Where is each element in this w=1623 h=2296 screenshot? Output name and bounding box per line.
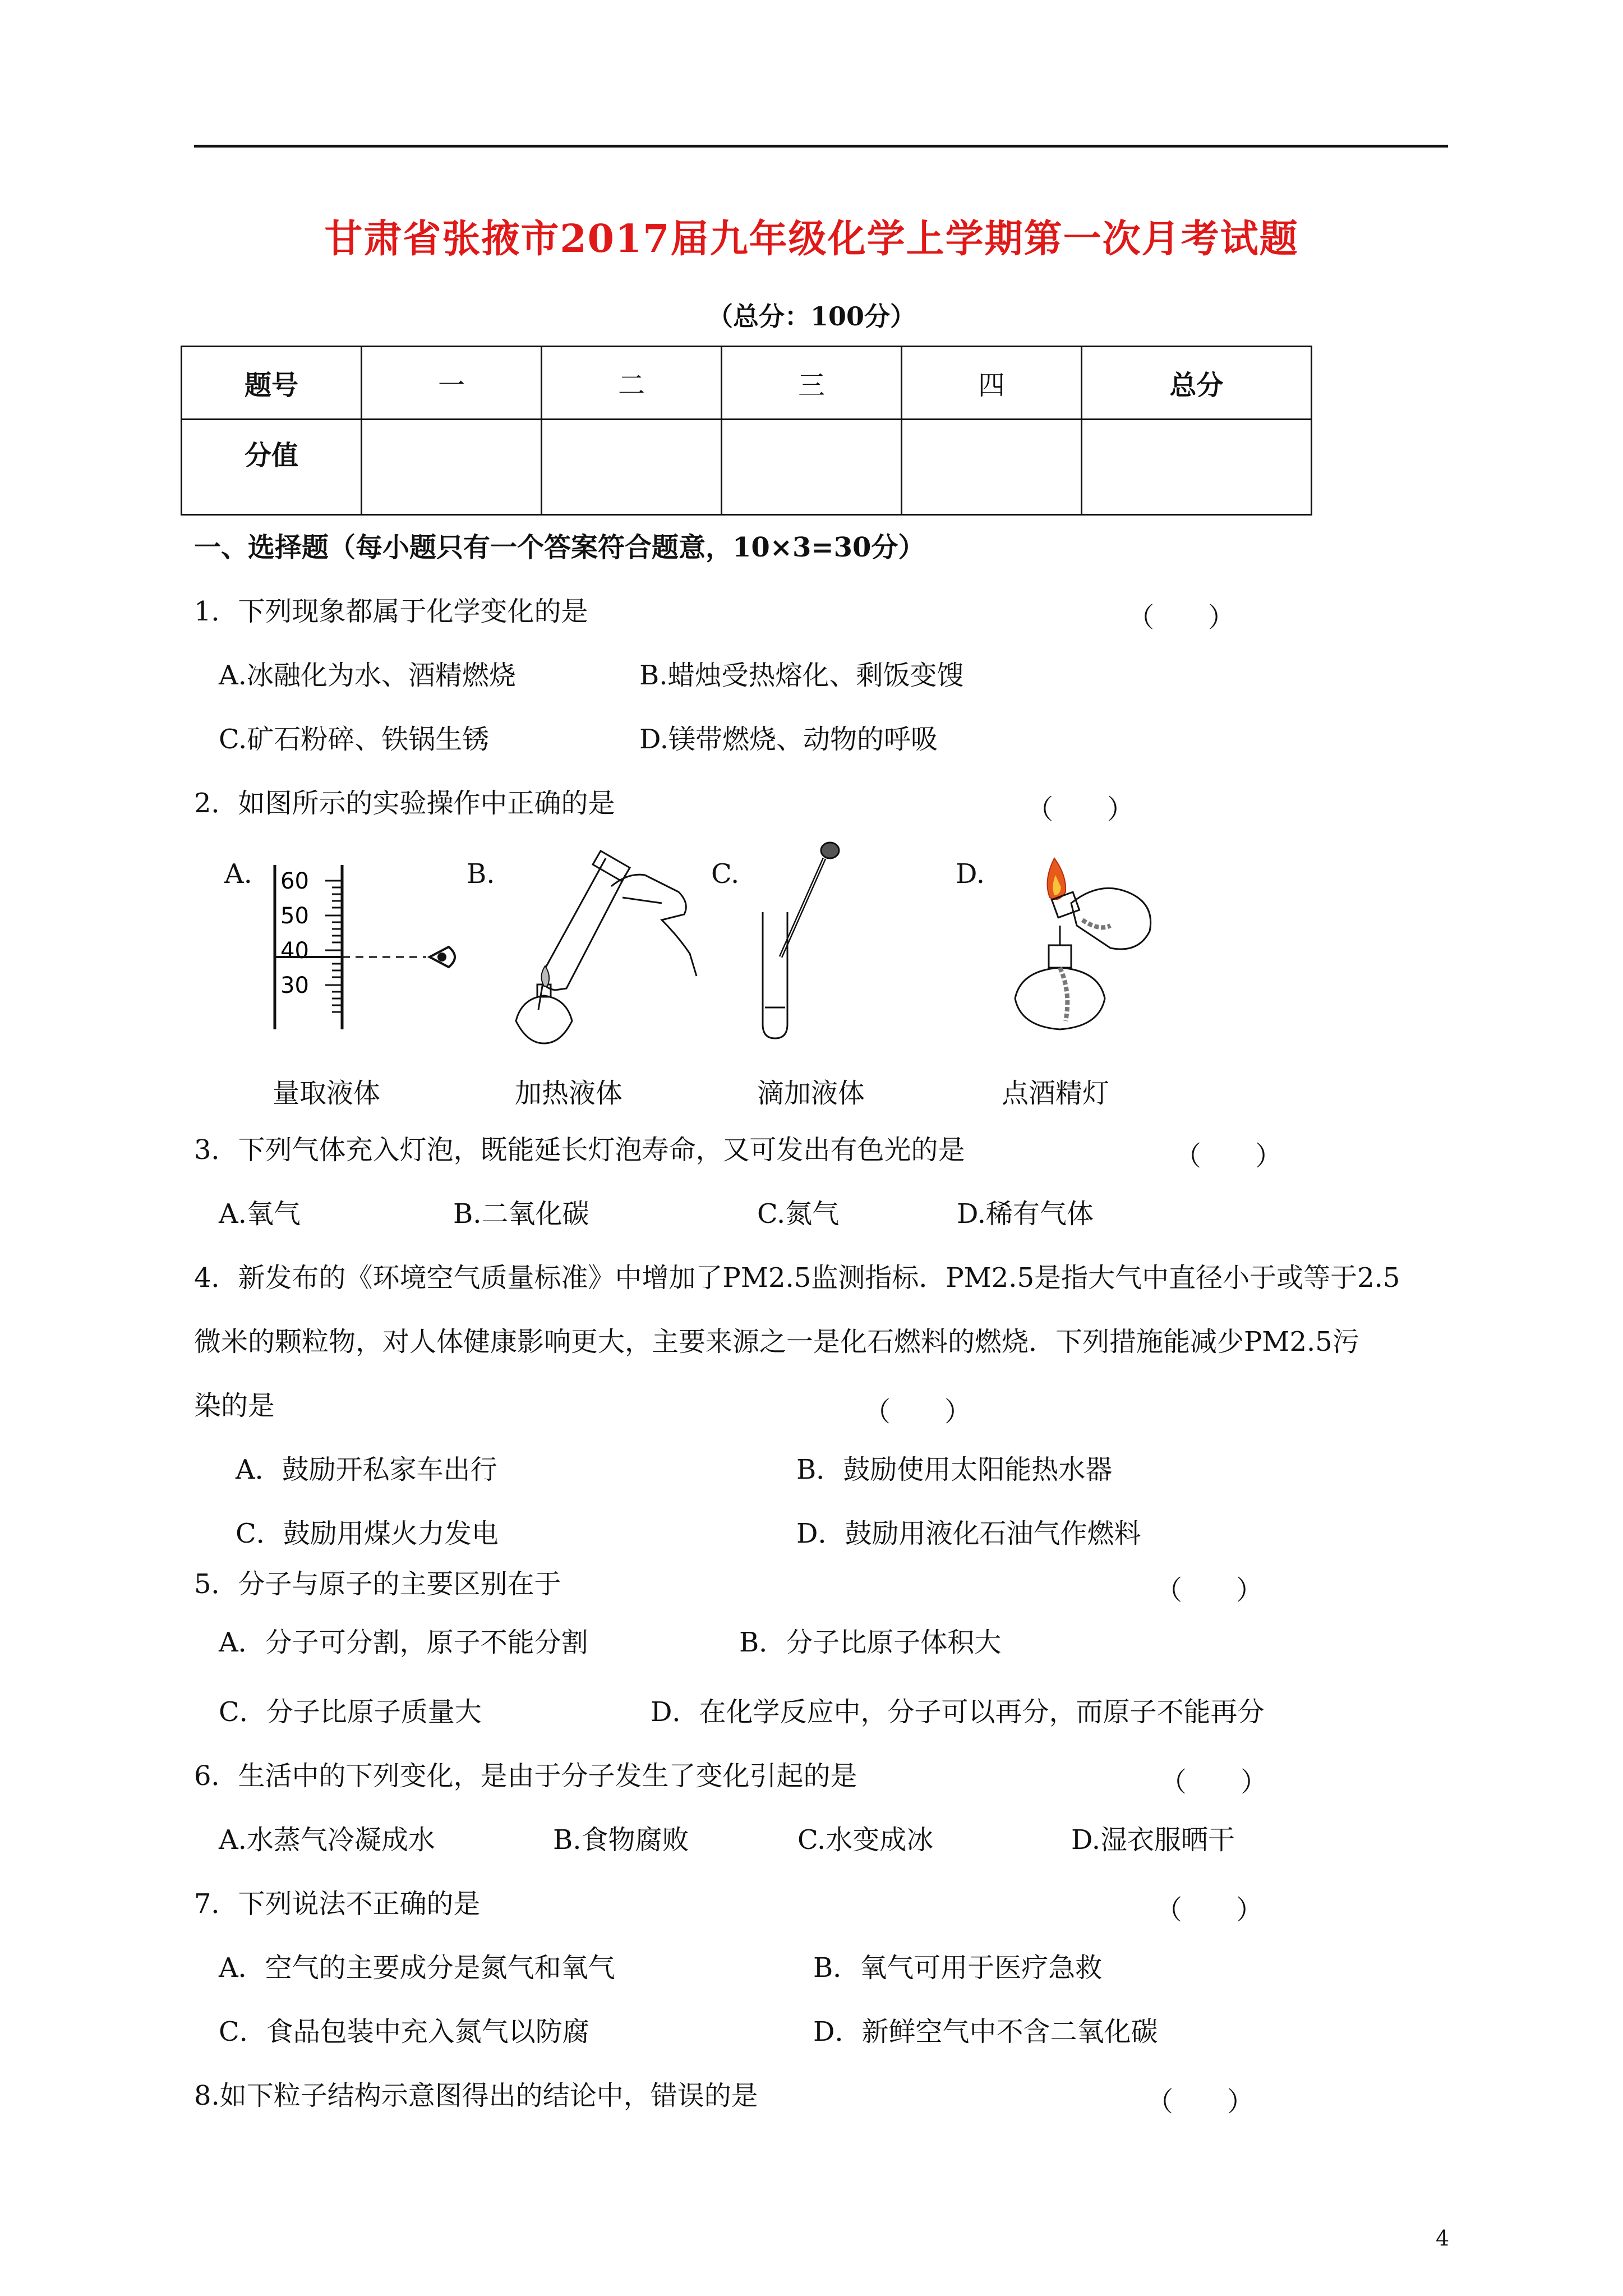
option-c: C．鼓励用煤火力发电 bbox=[236, 1518, 499, 1549]
option-a: A．鼓励开私家车出行 bbox=[236, 1454, 497, 1485]
option-a: A.冰融化为水、酒精燃烧 bbox=[219, 660, 516, 691]
score-header-cell: 一 bbox=[362, 347, 542, 420]
option-c: C.水变成冰 bbox=[797, 1824, 934, 1856]
answer-blank: （ ） bbox=[864, 1396, 972, 1428]
total-score-note: （总分：100分） bbox=[707, 301, 916, 332]
score-header-cell: 总分 bbox=[1082, 347, 1312, 420]
header-rule bbox=[194, 145, 1448, 148]
option-d: D.湿衣服晒干 bbox=[1071, 1824, 1235, 1856]
answer-blank: （ ） bbox=[1155, 1575, 1264, 1606]
figure-label-d: D. bbox=[956, 858, 985, 890]
question-4-stem-line2: 微米的颗粒物，对人体健康影响更大，主要来源之一是化石燃料的燃烧．下列措施能减少PM2.5污 bbox=[194, 1326, 1359, 1358]
option-b: B．氧气可用于医疗急救 bbox=[813, 1952, 1103, 1984]
answer-blank: （ ） bbox=[1127, 602, 1235, 633]
option-a: A.水蒸气冷凝成水 bbox=[219, 1824, 435, 1856]
heating-liquid-figure bbox=[494, 841, 718, 1055]
score-cell[interactable] bbox=[542, 420, 722, 515]
figure-caption-a: 量取液体 bbox=[273, 1078, 381, 1109]
option-a: A．分子可分割，原子不能分割 bbox=[219, 1627, 588, 1658]
option-d: D．新鲜空气中不含二氧化碳 bbox=[813, 2016, 1158, 2047]
option-b: B．鼓励使用太阳能热水器 bbox=[796, 1454, 1113, 1485]
option-b: B.食物腐败 bbox=[553, 1824, 689, 1856]
option-d: D.稀有气体 bbox=[957, 1198, 1094, 1230]
answer-blank: （ ） bbox=[1146, 2086, 1255, 2118]
answer-blank: （ ） bbox=[1174, 1140, 1283, 1172]
score-table bbox=[181, 346, 1312, 516]
option-c: C.氮气 bbox=[757, 1198, 840, 1230]
answer-blank: （ ） bbox=[1155, 1894, 1264, 1926]
option-d: D.镁带燃烧、动物的呼吸 bbox=[639, 724, 938, 755]
score-row-label: 分值 bbox=[182, 420, 362, 515]
option-c: C．食品包装中充入氮气以防腐 bbox=[219, 2016, 589, 2047]
figure-caption-c: 滴加液体 bbox=[757, 1078, 865, 1109]
figure-label-c: C. bbox=[711, 858, 740, 890]
question-8-stem: 8.如下粒子结构示意图得出的结论中，错误的是 bbox=[194, 2080, 758, 2111]
figure-caption-b: 加热液体 bbox=[515, 1078, 623, 1109]
eye-icon bbox=[430, 947, 455, 967]
question-4-stem-line1: 4．新发布的《环境空气质量标准》中增加了PM2.5监测指标．PM2.5是指大气中直径小于或等于2.5 bbox=[194, 1262, 1400, 1294]
option-b: B．分子比原子体积大 bbox=[739, 1627, 1002, 1658]
cylinder-tick-label: 50 bbox=[280, 903, 309, 929]
answer-blank: （ ） bbox=[1026, 794, 1135, 825]
cylinder-tick-label: 60 bbox=[280, 868, 309, 894]
figure-label-a: A. bbox=[224, 858, 252, 890]
question-1-stem: 1．下列现象都属于化学变化的是 bbox=[194, 596, 588, 627]
option-d: D．在化学反应中，分子可以再分，而原子不能再分 bbox=[651, 1696, 1265, 1728]
question-2-stem: 2．如图所示的实验操作中正确的是 bbox=[194, 788, 615, 819]
score-table-header-row bbox=[182, 347, 1312, 420]
score-header-cell: 三 bbox=[722, 347, 902, 420]
graduated-cylinder-figure bbox=[264, 858, 465, 1038]
lighting-lamp-figure bbox=[987, 841, 1172, 1043]
option-d: D．鼓励用液化石油气作燃料 bbox=[796, 1518, 1141, 1549]
option-c: C．分子比原子质量大 bbox=[219, 1696, 482, 1728]
question-3-stem: 3．下列气体充入灯泡，既能延长灯泡寿命，又可发出有色光的是 bbox=[194, 1134, 965, 1166]
figure-label-b: B. bbox=[467, 858, 495, 890]
score-cell[interactable] bbox=[722, 420, 902, 515]
option-a: A．空气的主要成分是氮气和氧气 bbox=[219, 1952, 615, 1984]
score-table-value-row bbox=[182, 420, 1312, 515]
score-header-cell: 二 bbox=[542, 347, 722, 420]
score-header-cell: 题号 bbox=[182, 347, 362, 420]
score-cell[interactable] bbox=[902, 420, 1082, 515]
question-5-stem: 5．分子与原子的主要区别在于 bbox=[194, 1568, 561, 1600]
option-b: B.二氧化碳 bbox=[453, 1198, 589, 1230]
question-4-stem-line3: 染的是 bbox=[194, 1390, 275, 1421]
cylinder-tick-label: 40 bbox=[280, 938, 309, 964]
question-6-stem: 6．生活中的下列变化，是由于分子发生了变化引起的是 bbox=[194, 1760, 857, 1792]
page-title: 甘肃省张掖市2017届九年级化学上学期第一次月考试题 bbox=[324, 217, 1299, 261]
option-c: C.矿石粉碎、铁锅生锈 bbox=[219, 724, 490, 755]
question-7-stem: 7．下列说法不正确的是 bbox=[194, 1888, 481, 1920]
option-a: A.氧气 bbox=[219, 1198, 301, 1230]
dropping-liquid-figure bbox=[746, 839, 858, 1052]
cylinder-tick-label: 30 bbox=[280, 973, 309, 999]
score-cell[interactable] bbox=[362, 420, 542, 515]
score-cell[interactable] bbox=[1082, 420, 1312, 515]
section-heading: 一、选择题（每小题只有一个答案符合题意，10×3=30分） bbox=[194, 532, 925, 563]
score-header-cell: 四 bbox=[902, 347, 1082, 420]
option-b: B.蜡烛受热熔化、剩饭变馊 bbox=[639, 660, 964, 691]
answer-blank: （ ） bbox=[1160, 1766, 1268, 1798]
figure-caption-d: 点酒精灯 bbox=[1002, 1078, 1110, 1109]
page-number: 4 bbox=[1436, 2226, 1450, 2251]
